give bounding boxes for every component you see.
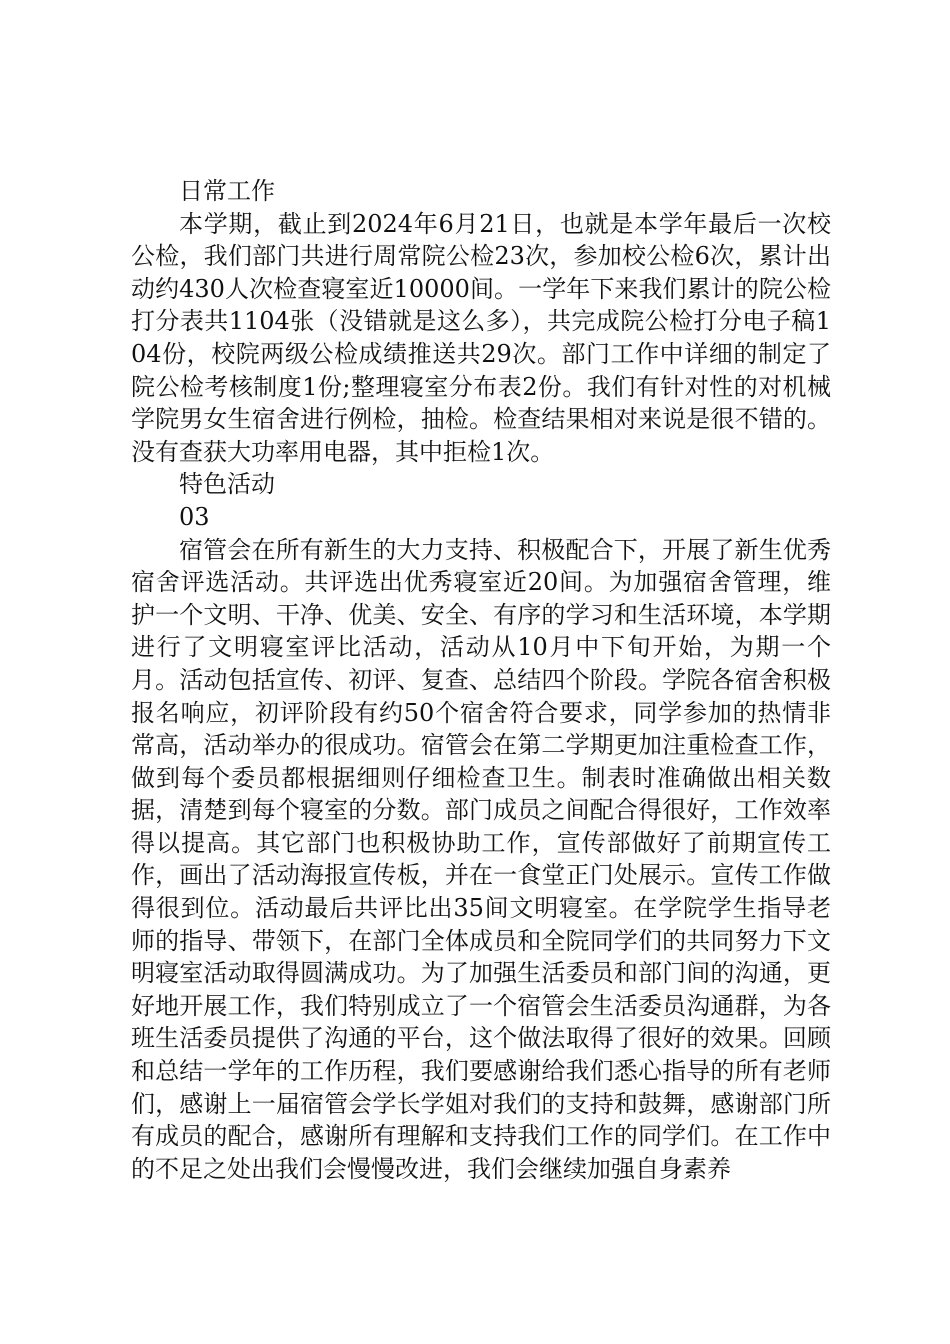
heading-special-activities: 特色活动 xyxy=(179,470,275,499)
paragraph-daily-work: 本学期，截止到2024年6月21日，也就是本学年最后一次校公检，我们部门共进行周常院公检23次，参加校公检6次，累计出动约430人次检查寝室近10000间。一学年下来我们累计的院公检打分表共1104张（没错就是这么多），共完成院公检打分电子稿104份，校院两级公检成绩推送共29次。部门工作中详细的制定了院公检考核制度1份;整理寝室分布表2份。我们有针对性的对机械学院男女生宿舍进行例检，抽检。检查结果相对来说是很不错的。没有查获大功率用电器，其中拒检1次。 xyxy=(131,209,831,466)
paragraph-special-activities: 宿管会在所有新生的大力支持、积极配合下，开展了新生优秀宿舍评选活动。共评选出优秀寝室近20间。为加强宿舍管理，维护一个文明、干净、优美、安全、有序的学习和生活环境，本学期进行了文明寝室评比活动，活动从10月中下旬开始，为期一个月。活动包括宣传、初评、复查、总结四个阶段。学院各宿舍积极报名响应，初评阶段有约50个宿舍符合要求，同学参加的热情非常高，活动举办的很成功。宿管会在第二学期更加注重检查工作，做到每个委员都根据细则仔细检查卫生。制表时准确做出相关数据，清楚到每个寝室的分数。部门成员之间配合得很好，工作效率得以提高。其它部门也积极协助工作，宣传部做好了前期宣传工作，画出了活动海报宣传板，并在一食堂正门处展示。宣传工作做得很到位。活动最后共评比出35间文明寝室。在学院学生指导老师的指导、带领下，在部门全体成员和全院同学们的共同努力下文明寝室活动取得圆满成功。为了加强生活委员和部门间的沟通，更好地开展工作，我们特别成立了一个宿管会生活委员沟通群，为各班生活委员提供了沟通的平台，这个做法取得了很好的效果。回顾和总结一学年的工作历程，我们要感谢给我们悉心指导的所有老师们，感谢上一届宿管会学长学姐对我们的支持和鼓舞，感谢部门所有成员的配合，感谢所有理解和支持我们工作的同学们。在工作中的不足之处出我们会慢慢改进，我们会继续加强自身素养 xyxy=(131,535,831,1183)
heading-daily-work: 日常工作 xyxy=(179,177,275,205)
document-body xyxy=(131,175,831,1185)
section-number: 03 xyxy=(179,502,210,531)
